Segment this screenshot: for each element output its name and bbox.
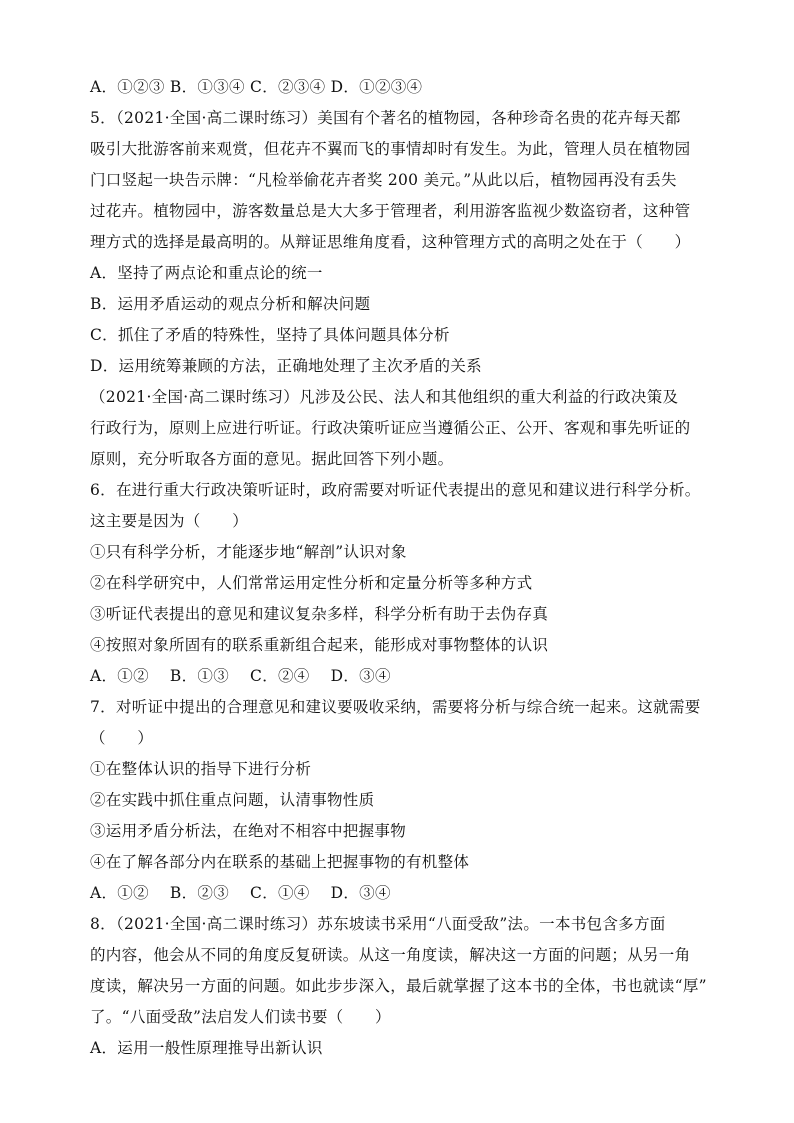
q7-stem-line-2: （ ） xyxy=(90,729,154,747)
q7-statement-4: ④在了解各部分内在联系的基础上把握事物的有机整体 xyxy=(90,853,470,871)
q7-statement-1: ①在整体认识的指导下进行分析 xyxy=(90,760,312,778)
q5-option-a: A．坚持了两点论和重点论的统一 xyxy=(90,264,323,282)
q5-stem-line-5: 理方式的选择是最高明的。从辩证思维角度看，这种管理方式的高明之处在于（ ） xyxy=(90,233,691,251)
q7-statement-3: ③运用矛盾分析法，在绝对不相容中把握事物 xyxy=(90,822,407,840)
q6-options: A．①② B．①③ C．②④ D．③④ xyxy=(90,667,391,685)
q5-stem-line-3: 门口竖起一块告示牌：“凡检举偷花卉者奖 200 美元。”从此以后，植物园再没有丢失 xyxy=(90,171,677,189)
material-line-1: （2021·全国·高二课时练习）凡涉及公民、法人和其他组织的重大利益的行政决策及 xyxy=(90,388,679,406)
q6-stem-line-1: 6．在进行重大行政决策听证时，政府需要对听证代表提出的意见和建议进行科学分析。 xyxy=(90,481,701,499)
q8-stem-line-2: 的内容，他会从不同的角度反复研读。从这一角度读，解决这一方面的问题；从另一角 xyxy=(90,946,691,964)
q5-option-d: D．运用统筹兼顾的方法，正确地处理了主次矛盾的关系 xyxy=(90,357,482,375)
q5-stem-line-1: 5．（2021·全国·高二课时练习）美国有个著名的植物园，各种珍奇名贵的花卉每天都 xyxy=(90,109,681,127)
q5-option-b: B．运用矛盾运动的观点分析和解决问题 xyxy=(90,295,371,313)
q7-stem-line-1: 7．对听证中提出的合理意见和建议要吸收采纳，需要将分析与综合统一起来。这就需要 xyxy=(90,698,701,716)
q6-stem-line-2: 这主要是因为（ ） xyxy=(90,512,249,530)
q8-stem-line-3: 度读，解决另一方面的问题。如此步步深入，最后就掌握了这本书的全体，书也就读“厚” xyxy=(90,977,707,995)
q8-stem-line-1: 8．（2021·全国·高二课时练习）苏东坡读书采用“八面受敌”法。一本书包含多方面 xyxy=(90,915,666,933)
q6-statement-2: ②在科学研究中，人们常常运用定性分析和定量分析等多种方式 xyxy=(90,574,533,592)
q5-stem-line-4: 过花卉。植物园中，游客数量总是大大多于管理者，利用游客监视少数盗窃者，这种管 xyxy=(90,202,691,220)
q8-stem-line-4: 了。“八面受敌”法启发人们读书要（ ） xyxy=(90,1008,391,1026)
q7-options: A．①② B．②③ C．①④ D．③④ xyxy=(90,884,391,902)
q4-options: A．①②③ B．①③④ C．②③④ D．①②③④ xyxy=(90,78,423,96)
material-line-2: 行政行为，原则上应进行听证。行政决策听证应当遵循公正、公开、客观和事先听证的 xyxy=(90,419,691,437)
q5-stem-line-2: 吸引大批游客前来观赏，但花卉不翼而飞的事情却时有发生。为此，管理人员在植物园 xyxy=(90,140,691,158)
q8-option-a: A．运用一般性原理推导出新认识 xyxy=(90,1039,323,1057)
q6-statement-1: ①只有科学分析，才能逐步地“解剖”认识对象 xyxy=(90,543,407,561)
q5-option-c: C．抓住了矛盾的特殊性，坚持了具体问题具体分析 xyxy=(90,326,450,344)
material-line-3: 原则，充分听取各方面的意见。据此回答下列小题。 xyxy=(90,450,454,468)
q6-statement-4: ④按照对象所固有的联系重新组合起来，能形成对事物整体的认识 xyxy=(90,636,549,654)
q6-statement-3: ③听证代表提出的意见和建议复杂多样，科学分析有助于去伪存真 xyxy=(90,605,549,623)
q7-statement-2: ②在实践中抓住重点问题，认清事物性质 xyxy=(90,791,375,809)
